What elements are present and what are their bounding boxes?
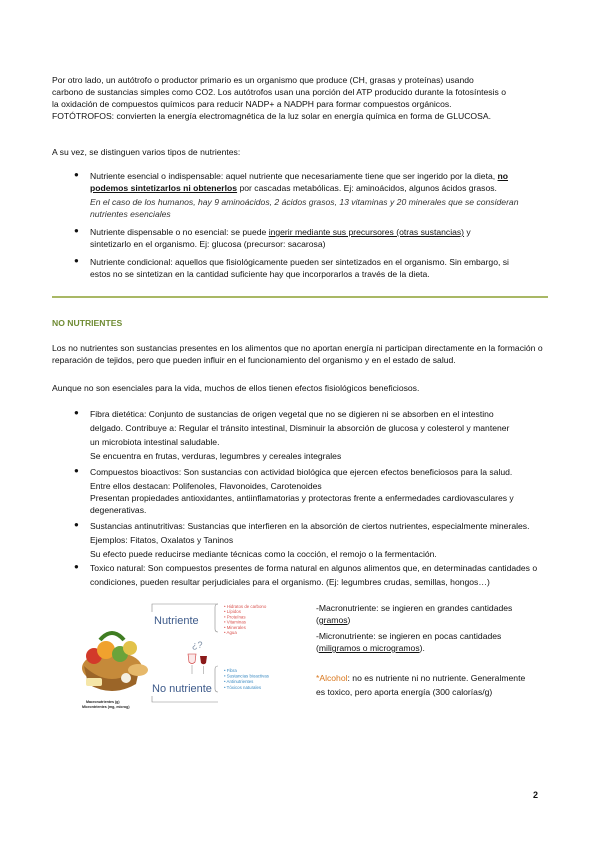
- micronutriente-line-1: -Micronutriente: se ingieren en pocas cantidades: [316, 631, 502, 641]
- esencial-line-2: podemos sintetizarlos ni obtenerlos por cascadas metabólicas. Ej: aminoácidos, algunos ácidos grasos.: [90, 183, 497, 193]
- esencial-line-1: Nutriente esencial o indispensable: aquel nutriente que necesariamente tiene que ser ingerido por la dieta, no: [90, 171, 509, 181]
- bioactivos-line-4: degenerativas.: [90, 505, 147, 515]
- bioactivos-line-2: Entre ellos destacan: Polifenoles, Flavonoides, Carotenoides: [90, 481, 322, 491]
- condicional-line-1: Nutriente condicional: aquellos que fisiológicamente pueden ser sintetizados en el organismo. Sin embargo, si: [90, 257, 509, 267]
- fibra-line-3: un microbiota intestinal saludable.: [90, 437, 220, 447]
- intro-line-4: FOTÓTROFOS: convierten la energía electromagnética de la luz solar en energía química en forma de GLUCOSA.: [52, 111, 491, 121]
- fibra-line-2: delgado. Contribuye a: Regular el tránsito intestinal, Disminuir la absorción de glucosa y colesterol y mantener: [90, 423, 510, 433]
- food-basket-illustration: [82, 633, 148, 691]
- bioactivos-line-3: Presentan propiedades antioxidantes, antiinflamatorias y protectoras frente a enfermedades cardiovasculares y: [90, 493, 514, 503]
- figure-list-item: • Minerales: [224, 624, 246, 630]
- figure-list-item: • Sustancias bioactivas: [224, 673, 269, 679]
- figure-no-nutriente-title: No nutriente: [152, 683, 212, 695]
- micronutriente-line-2: (miligramos o microgramos).: [316, 643, 425, 653]
- esencial-note-2: nutrientes esenciales: [90, 209, 171, 219]
- intro-line-3: la oxidación de compuestos químicos para reducir NADP+ a NADPH para formar compuestos orgánicos.: [52, 99, 452, 109]
- dispensable-line-2: sintetizarlo en el organismo. Ej: glucosa (precursor: sacarosa): [90, 239, 326, 249]
- section-heading-no-nutrientes: NO NUTRIENTES: [52, 318, 123, 328]
- figure-list-item: • Agua: [224, 630, 237, 635]
- figure-caption-2: Microntrientes (mg, microg): [82, 705, 130, 709]
- no-nutrientes-p2: Aunque no son esenciales para la vida, muchos de ellos tienen efectos fisiológicos beneficiosos.: [52, 383, 420, 393]
- bullet-dot: ●: [74, 520, 79, 529]
- figure-list-item: • Fibra: [224, 668, 237, 673]
- figure-list-item: • Vitaminas: [224, 619, 246, 625]
- intro-line-2: carbono de sustancias simples como CO2. Los autótrofos usan una porción del ATP producido durante la fotosíntesis o: [52, 87, 506, 97]
- bioactivos-line-1: Compuestos bioactivos: Son sustancias con actividad biológica que ejercen efectos beneficiosos para la salud.: [90, 467, 513, 477]
- page-number: 2: [533, 790, 539, 800]
- figure-list-item: • Hidratos de carbono: [224, 604, 267, 609]
- section-divider: [52, 296, 548, 298]
- nutrients-intro: A su vez, se distinguen varios tipos de nutrientes:: [52, 147, 241, 157]
- figure-caption-1: Macronutrientes (g): [86, 700, 120, 704]
- figure-nutriente-title: Nutriente: [154, 615, 199, 627]
- toxico-line-1: Toxico natural: Son compuestos presentes de forma natural en algunos alimentos que, en determinadas cantidades o: [90, 563, 538, 573]
- figure-question-mark: ¿?: [192, 640, 203, 650]
- no-nutrientes-p1-line-1: Los no nutrientes son sustancias presentes en los alimentos que no aportan energía ni participan directamente en la formación o: [52, 343, 543, 353]
- macronutriente-line-2: (gramos): [316, 615, 351, 625]
- bullet-dot: ●: [74, 170, 79, 179]
- figure-list-item: • Antinutrientes: [224, 679, 254, 685]
- bullet-dot: ●: [74, 562, 79, 571]
- antinutritivas-line-3: Su efecto puede reducirse mediante técnicas como la cocción, el remojo o la fermentación.: [90, 549, 437, 559]
- figure-list-item: • Lípidos: [224, 609, 241, 615]
- antinutritivas-line-2: Ejemplos: Fitatos, Oxalatos y Taninos: [90, 535, 234, 545]
- macronutriente-line-1: -Macronutriente: se ingieren en grandes cantidades: [316, 603, 513, 613]
- figure-nutriente-list: [224, 604, 267, 635]
- bullet-dot: ●: [74, 466, 79, 475]
- nutrient-figure: [78, 596, 308, 714]
- figure-no-nutriente-list: [224, 668, 270, 690]
- condicional-line-2: estos no se sintetizan en la cantidad suficiente hay que incorporarlos a través de la dieta.: [90, 269, 430, 279]
- bullet-dot: ●: [74, 226, 79, 235]
- intro-line-1: Por otro lado, un autótrofo o productor primario es un organismo que produce (CH, grasas y proteínas) usando: [52, 75, 474, 85]
- dispensable-line-1: Nutriente dispensable o no esencial: se puede ingerir mediante sus precursores (otras sustancias) y: [90, 227, 471, 237]
- wine-glass-icon: [188, 654, 207, 674]
- alcohol-label: *Alcohol: [316, 673, 348, 683]
- no-nutrientes-p1-line-2: reparación de tejidos, pero que pueden influir en el funcionamiento del organismo y en el estado de salud.: [52, 355, 456, 365]
- bullet-dot: ●: [74, 256, 79, 265]
- esencial-note-1: En el caso de los humanos, hay 9 aminoácidos, 2 ácidos grasos, 13 vitaminas y 20 minerales que se consideran: [90, 197, 519, 207]
- alcohol-line-2: es toxico, pero aporta energía (300 calorías/g): [316, 687, 493, 697]
- figure-list-item: • Tóxicos naturales: [224, 684, 262, 690]
- bullet-dot: ●: [74, 408, 79, 417]
- figure-list-item: • Proteínas: [224, 614, 246, 620]
- toxico-line-2: condiciones, pueden resultar perjudiciales para el organismo. (Ej: legumbres crudas, semillas, hongos…): [90, 577, 490, 587]
- fibra-line-1: Fibra dietética: Conjunto de sustancias de origen vegetal que no se digieren ni se absorben en el intestino: [90, 409, 494, 419]
- alcohol-line-1: *Alcohol: no es nutriente ni no nutriente. Generalmente: [316, 673, 526, 683]
- antinutritivas-line-1: Sustancias antinutritivas: Sustancias que interfieren en la absorción de ciertos nutrientes, especialmente minerales.: [90, 521, 530, 531]
- fibra-line-4: Se encuentra en frutas, verduras, legumbres y cereales integrales: [90, 451, 342, 461]
